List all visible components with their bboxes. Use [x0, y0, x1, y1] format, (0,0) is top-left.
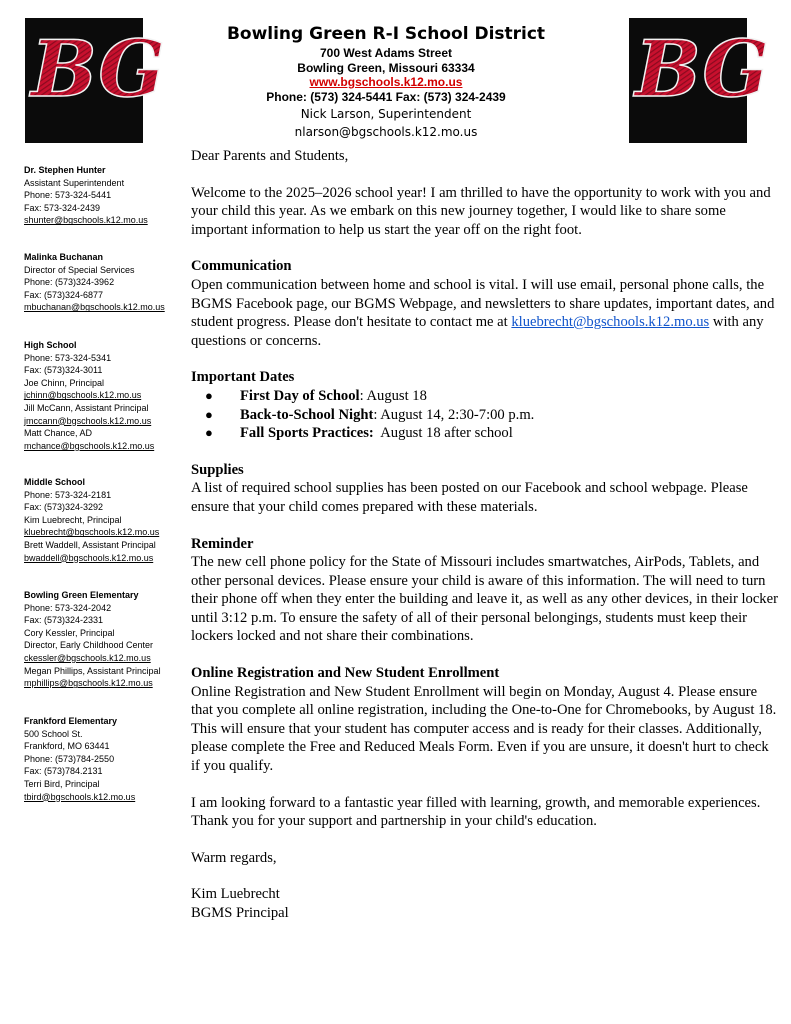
dates-list — [191, 387, 781, 443]
salutation: Dear Parents and Students, — [191, 148, 349, 164]
contact-title: Assistant Superintendent — [24, 177, 125, 188]
principal-email-link[interactable]: kluebrecht@bgschools.k12.mo.us — [511, 314, 710, 331]
staff-title: Director, Early Childhood Center — [24, 640, 154, 651]
date-label: First Day of School — [240, 387, 360, 404]
contact-bg-elementary — [24, 589, 184, 690]
closing-paragraph: I am looking forward to a fantastic year filled with learning, growth, and memorable experiences. Thank you for your support and partnership in your child's education. — [191, 794, 761, 830]
school-fax: Fax: (573)784.2131 — [24, 766, 103, 777]
contact-name: Malinka Buchanan — [24, 252, 104, 262]
supplies-paragraph: A list of required school supplies has been posted on our Facebook and school webpage. Please ensure that your child comes prepared with these materials. — [191, 480, 748, 515]
school-phone: Phone: 573-324-2181 — [24, 489, 112, 500]
bg-logo-left-graphic — [25, 18, 165, 143]
letter-body — [191, 147, 781, 923]
contact-phone: Phone: (573)324-3962 — [24, 277, 115, 288]
letterhead — [180, 22, 592, 141]
school-phone: Phone: (573)784-2550 — [24, 753, 115, 764]
staff-email[interactable]: kluebrecht@bgschools.k12.mo.us — [24, 527, 160, 538]
registration-paragraph: Online Registration and New Student Enrollment will begin on Monday, August 4. Please ensure that you complete all online registration, including the One-to-One for Chromebooks, by August 18. This will ensure that your student has computer access and is ready for their classes. Additionally, please complete the Free and Reduced Meals Form. Even if you are unsure, it doesn't hurt to check if you qualify. — [191, 683, 777, 775]
school-name: Bowling Green Elementary — [24, 590, 139, 600]
staff-email[interactable]: mphillips@bgschools.k12.mo.us — [24, 678, 153, 689]
district-name: Bowling Green R-I School District — [226, 24, 546, 44]
contact-high-school — [24, 339, 184, 452]
communication-heading: Communication — [191, 258, 292, 275]
staff-name: Jill McCann, Assistant Principal — [24, 402, 149, 413]
date-value: August 18 after school — [373, 425, 513, 442]
school-name: Frankford Elementary — [24, 716, 118, 726]
intro-paragraph: Welcome to the 2025–2026 school year! I am thrilled to have the opportunity to work with you and your child this year. As we embark on this new journey together, I would like to share some important information to help us start the year off on the right foot. — [191, 184, 771, 238]
contact-phone: Phone: 573-324-5441 — [24, 190, 112, 201]
reminder-paragraph: The new cell phone policy for the State of Missouri includes smartwatches, AirPods, Tablets, and other personal devices. Please ensure your child is aware of this information. The will need to turn their phone off when they enter the building and leave it, as well as any other devices, in their locker until 3:12 p.m. To ensure the safety of all of their personal belongings, students must keep their lockers locked and not share their combinations. — [191, 554, 778, 645]
date-label: Fall Sports Practices: — [240, 425, 374, 442]
bullet-icon: ● — [205, 406, 213, 422]
communication-paragraph — [191, 276, 781, 350]
dates-heading: Important Dates — [191, 369, 295, 386]
school-phone: Phone: 573-324-2042 — [24, 602, 112, 613]
contact-buchanan — [24, 251, 184, 314]
staff-email[interactable]: jchinn@bgschools.k12.mo.us — [24, 390, 142, 401]
street-address: 700 West Adams Street — [319, 46, 453, 60]
contact-fax: Fax: 573-324-2439 — [24, 202, 101, 213]
communication-tail: with any questions or concerns. — [191, 314, 764, 349]
contact-hunter — [24, 164, 184, 227]
staff-email[interactable]: tbird@bgschools.k12.mo.us — [24, 791, 136, 802]
date-item — [191, 424, 781, 443]
school-phone: Phone: 573-324-5341 — [24, 352, 112, 363]
contact-name: Dr. Stephen Hunter — [24, 165, 106, 175]
date-value: : August 18 — [359, 387, 427, 404]
school-name: Middle School — [24, 477, 86, 487]
school-name: High School — [24, 340, 77, 350]
contact-frankford — [24, 715, 184, 803]
school-fax: Fax: (573)324-2331 — [24, 615, 104, 626]
svg-text:BG: BG — [31, 24, 165, 115]
website-link[interactable]: www.bgschools.k12.mo.us — [309, 75, 463, 89]
staff-name: Cory Kessler, Principal — [24, 627, 115, 638]
contact-email[interactable]: mbuchanan@bgschools.k12.mo.us — [24, 302, 165, 313]
staff-email[interactable]: bwaddell@bgschools.k12.mo.us — [24, 552, 154, 563]
communication-text: Open communication between home and school is vital. I will use email, personal phone calls, the BGMS Facebook page, our BGMS Webpage, and newsletters to share updates, important dates, and student progress. Please don't hesitate to contact me at — [191, 276, 775, 331]
staff-name: Terri Bird, Principal — [24, 778, 100, 789]
school-city: Frankford, MO 63441 — [24, 741, 110, 752]
staff-email[interactable]: ckessler@bgschools.k12.mo.us — [24, 652, 151, 663]
supplies-heading: Supplies — [191, 461, 244, 478]
bg-logo-right — [629, 18, 769, 143]
school-fax: Fax: (573)324-3292 — [24, 502, 104, 513]
bullet-icon: ● — [205, 387, 213, 403]
date-item — [191, 406, 781, 425]
staff-email[interactable]: mchance@bgschools.k12.mo.us — [24, 440, 155, 451]
school-address: 500 School St. — [24, 728, 83, 739]
superintendent: Nick Larson, Superintendent — [300, 106, 472, 121]
staff-email[interactable]: jmccann@bgschools.k12.mo.us — [24, 415, 152, 426]
date-label: Back-to-School Night — [240, 406, 374, 423]
staff-name: Joe Chinn, Principal — [24, 377, 105, 388]
city-state: Bowling Green, Missouri 63334 — [297, 60, 475, 75]
signer-name: Kim Luebrecht — [191, 886, 280, 903]
staff-name: Matt Chance, AD — [24, 428, 93, 439]
reminder-heading: Reminder — [191, 535, 254, 552]
superintendent-email: nlarson@bgschools.k12.mo.us — [294, 124, 478, 139]
staff-name: Kim Luebrecht, Principal — [24, 514, 122, 525]
contact-title: Director of Special Services — [24, 264, 135, 275]
bg-logo-right-graphic — [629, 18, 769, 143]
contact-middle-school — [24, 476, 184, 564]
contact-email[interactable]: shunter@bgschools.k12.mo.us — [24, 215, 148, 226]
contact-fax: Fax: (573)324-6877 — [24, 289, 104, 300]
date-value: : August 14, 2:30-7:00 p.m. — [373, 406, 535, 423]
signer-title: BGMS Principal — [191, 905, 289, 921]
bullet-icon: ● — [205, 425, 213, 441]
registration-heading: Online Registration and New Student Enrollment — [191, 665, 500, 682]
school-fax: Fax: (573)324-3011 — [24, 365, 103, 376]
staff-name: Brett Waddell, Assistant Principal — [24, 539, 156, 550]
svg-text:BG: BG — [635, 24, 769, 115]
staff-name: Megan Phillips, Assistant Principal — [24, 665, 161, 676]
phone-fax: Phone: (573) 324-5441 Fax: (573) 324-2439 — [266, 89, 506, 104]
bg-logo-left — [25, 18, 165, 143]
signoff: Warm regards, — [191, 849, 277, 866]
date-item — [191, 387, 781, 406]
